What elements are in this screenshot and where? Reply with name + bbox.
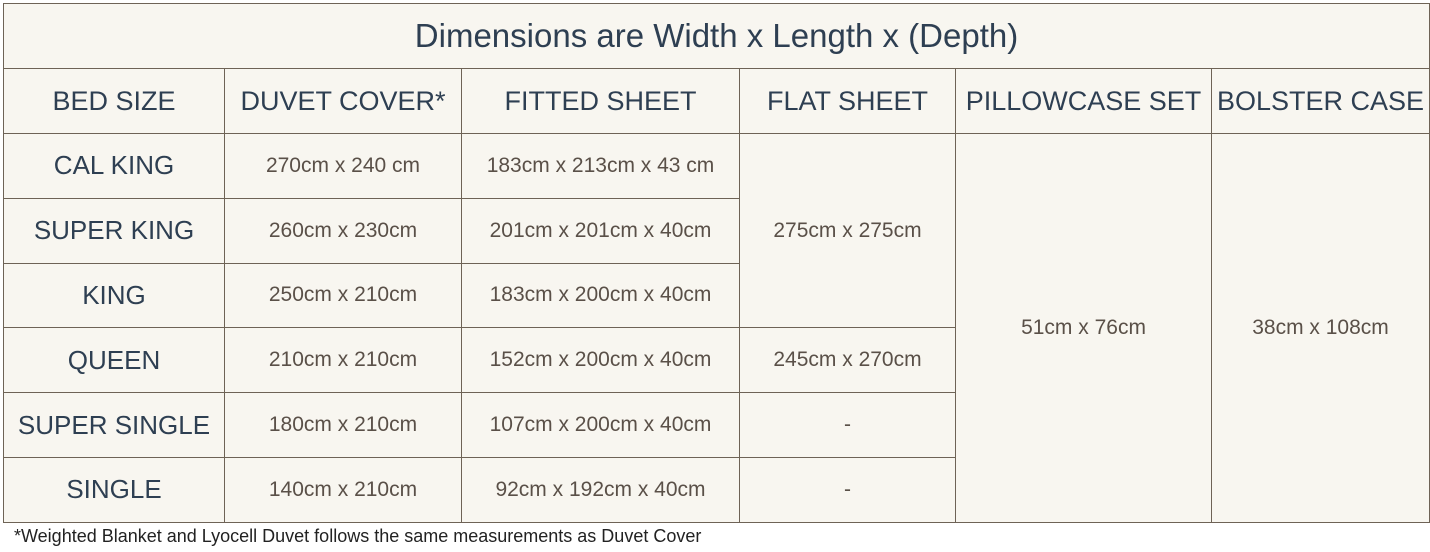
flat-sheet-cell: 275cm x 275cm [740, 134, 956, 328]
bed-size-cell: CAL KING [4, 134, 225, 199]
duvet-cover-cell: 250cm x 210cm [225, 263, 462, 328]
header-flat-sheet: FLAT SHEET [740, 69, 956, 134]
pillowcase-set-cell: 51cm x 76cm [956, 134, 1212, 523]
bed-size-cell: KING [4, 263, 225, 328]
header-row [4, 69, 1430, 134]
fitted-sheet-cell: 183cm x 213cm x 43 cm [462, 134, 740, 199]
header-fitted-sheet: FITTED SHEET [462, 69, 740, 134]
flat-sheet-cell: 245cm x 270cm [740, 328, 956, 393]
bed-size-cell: QUEEN [4, 328, 225, 393]
duvet-cover-cell: 270cm x 240 cm [225, 134, 462, 199]
fitted-sheet-cell: 152cm x 200cm x 40cm [462, 328, 740, 393]
flat-sheet-cell: - [740, 393, 956, 458]
duvet-cover-cell: 210cm x 210cm [225, 328, 462, 393]
fitted-sheet-cell: 107cm x 200cm x 40cm [462, 393, 740, 458]
flat-sheet-cell: - [740, 457, 956, 522]
header-duvet-cover: DUVET COVER* [225, 69, 462, 134]
header-bolster-case: BOLSTER CASE [1212, 69, 1430, 134]
duvet-cover-cell: 260cm x 230cm [225, 198, 462, 263]
header-pillowcase-set: PILLOWCASE SET [956, 69, 1212, 134]
bed-size-cell: SUPER SINGLE [4, 393, 225, 458]
bedding-size-table [3, 3, 1430, 523]
table-title: Dimensions are Width x Length x (Depth) [4, 4, 1430, 69]
bolster-case-cell: 38cm x 108cm [1212, 134, 1430, 523]
fitted-sheet-cell: 183cm x 200cm x 40cm [462, 263, 740, 328]
footnote: *Weighted Blanket and Lyocell Duvet follows the same measurements as Duvet Cover [14, 526, 702, 546]
duvet-cover-cell: 140cm x 210cm [225, 457, 462, 522]
bed-size-cell: SINGLE [4, 457, 225, 522]
duvet-cover-cell: 180cm x 210cm [225, 393, 462, 458]
header-bed-size: BED SIZE [4, 69, 225, 134]
table-row [4, 134, 1430, 199]
bed-size-cell: SUPER KING [4, 198, 225, 263]
fitted-sheet-cell: 201cm x 201cm x 40cm [462, 198, 740, 263]
fitted-sheet-cell: 92cm x 192cm x 40cm [462, 457, 740, 522]
